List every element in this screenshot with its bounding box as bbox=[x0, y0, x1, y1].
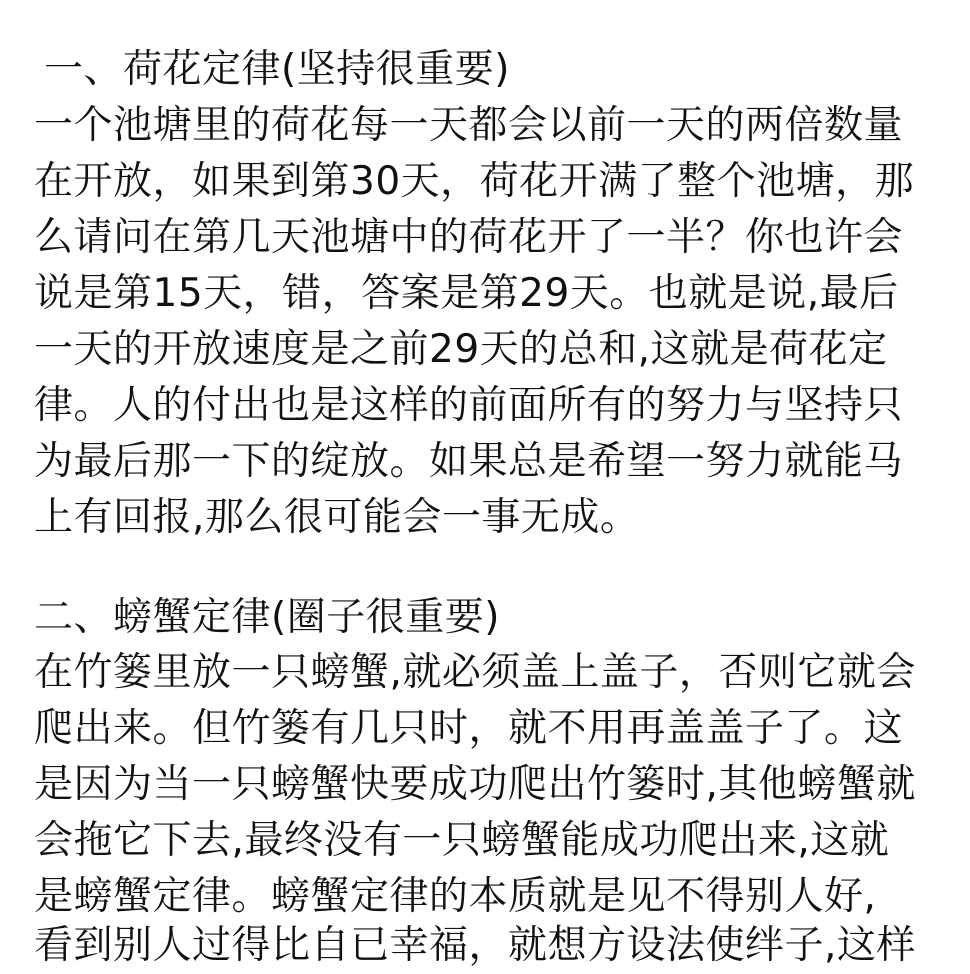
section-2-heading: 二、螃蟹定律(圈子很重要) bbox=[34, 595, 500, 640]
section-2-line: 在竹篓里放一只螃蟹,就必须盖上盖子，否则它就会 bbox=[34, 650, 916, 695]
section-2-line: 会拖它下去,最终没有一只螃蟹能成功爬出来,这就 bbox=[34, 818, 890, 863]
section-1-line: 上有回报,那么很可能会一事无成。 bbox=[34, 495, 640, 540]
section-1-line: 么请问在第几天池塘中的荷花开了一半？你也许会 bbox=[34, 215, 904, 260]
section-1-line: 一天的开放速度是之前29天的总和,这就是荷花定 bbox=[34, 327, 888, 372]
section-1-heading: 一、荷花定律(坚持很重要) bbox=[44, 47, 510, 92]
section-2-line: 爬出来。但竹篓有几只时，就不用再盖盖子了。这 bbox=[34, 706, 904, 751]
section-2-line: 是因为当一只螃蟹快要成功爬出竹篓时,其他螃蟹就 bbox=[34, 762, 916, 807]
section-2-line: 是螃蟹定律。螃蟹定律的本质就是见不得别人好, bbox=[34, 874, 877, 919]
section-1-line: 在开放，如果到第30天，荷花开满了整个池塘，那 bbox=[34, 159, 915, 204]
section-1-line: 说是第15天，错，答案是第29天。也就是说,最后 bbox=[34, 271, 899, 316]
section-1-line: 为最后那一下的绽放。如果总是希望一努力就能马 bbox=[34, 439, 904, 484]
section-1-line: 律。人的付出也是这样的前面所有的努力与坚持只 bbox=[34, 383, 904, 428]
section-2-line: 看到别人过得比自已幸福，就想方设法使绊子,这样 bbox=[34, 923, 916, 968]
section-1-line: 一个池塘里的荷花每一天都会以前一天的两倍数量 bbox=[34, 103, 904, 148]
